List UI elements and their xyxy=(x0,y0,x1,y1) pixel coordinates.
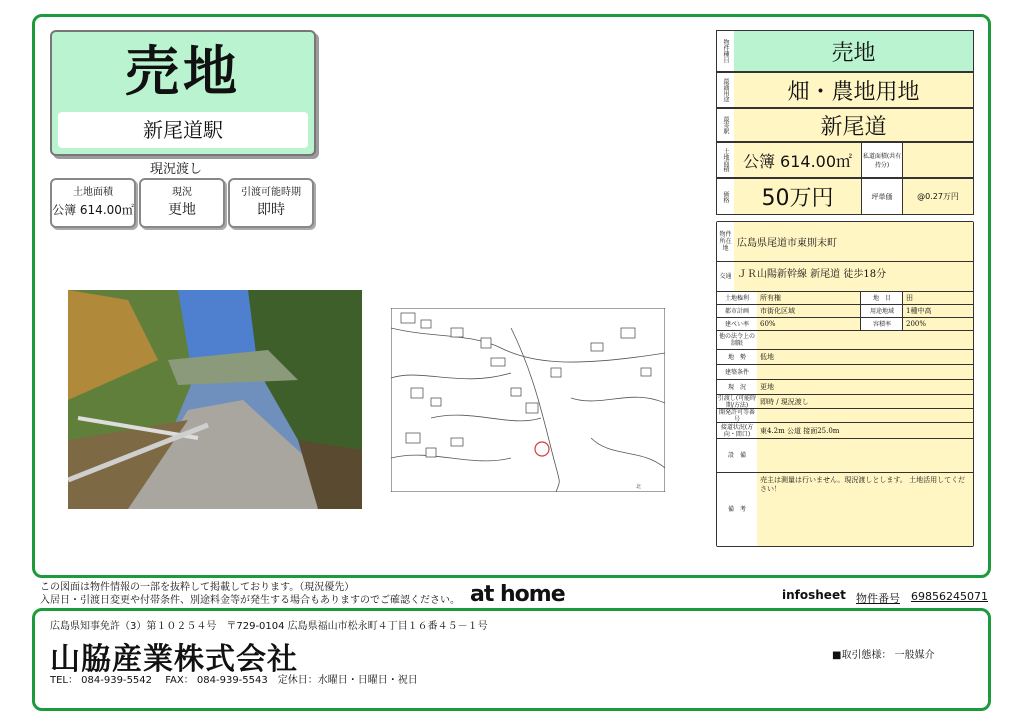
listing-type-title: 売地 xyxy=(125,40,241,103)
row-facilities xyxy=(717,439,973,473)
cell-value xyxy=(757,365,973,379)
row-label: 地 目 xyxy=(862,292,903,304)
row-label: 物件所在地 xyxy=(717,222,735,261)
chip-land-area xyxy=(50,178,136,228)
row-permit xyxy=(717,409,973,423)
property-detail-table xyxy=(716,221,974,547)
athome-logo: at home xyxy=(470,582,565,607)
location-value: 広島県尾道市東則末町 xyxy=(734,222,973,261)
company-name: 山脇産業株式会社 xyxy=(50,642,298,677)
chip-value: 即時 xyxy=(257,202,285,218)
cell-value: 更地 xyxy=(757,380,973,394)
row-coverage xyxy=(717,318,973,331)
property-number-label: 物件番号 xyxy=(856,592,900,605)
property-summary-table xyxy=(716,30,974,215)
row-area xyxy=(716,142,974,178)
svg-text:北: 北 xyxy=(636,484,642,490)
row-label: 他の法令上の制限 xyxy=(717,331,758,349)
row-other-law xyxy=(717,331,973,350)
chip-value: 更地 xyxy=(168,202,196,218)
row-label: 交通 xyxy=(717,262,735,291)
private-road-label: 私道面積(共有持分) xyxy=(862,143,903,177)
row-label: 接道状況(方向・間口) xyxy=(717,423,758,438)
row-terrain xyxy=(717,350,973,365)
chip-value: 公簿 614.00㎡ xyxy=(52,203,134,217)
row-label: 建築条件 xyxy=(717,365,758,379)
row-use xyxy=(716,72,974,108)
row-city-plan xyxy=(717,305,973,318)
remarks-value: 売主は測量は行いません。現況渡しとします。 土地活用してください！ xyxy=(757,473,973,546)
transaction-type: ■取引態様： 一般媒介 xyxy=(832,650,935,661)
notice-line-1: この図面は物件情報の一部を抜粋して掲載しております。（現況優先） xyxy=(40,582,355,593)
row-label: 現 況 xyxy=(717,380,758,394)
cell-value: 低地 xyxy=(757,350,973,364)
row-status xyxy=(717,380,973,395)
property-area: 公簿 614.00㎡ xyxy=(734,143,862,177)
chip-handover xyxy=(228,178,314,228)
location-map xyxy=(391,308,665,492)
tsubo-price: @0.27万円 xyxy=(903,179,973,214)
property-price: 50万円 xyxy=(734,179,862,214)
property-use: 畑・農地用地 xyxy=(734,73,973,107)
row-rights xyxy=(717,292,973,305)
row-type xyxy=(716,30,974,72)
row-label: 価格 xyxy=(717,179,735,214)
tsubo-label: 坪単価 xyxy=(862,179,903,214)
cell-value: 田 xyxy=(903,292,973,304)
row-label: 地 勢 xyxy=(717,350,758,364)
chip-key: 現況 xyxy=(172,187,192,198)
traffic-value: ＪＲ山陽新幹線 新尾道 徒歩18分 xyxy=(734,262,973,291)
row-remarks xyxy=(717,473,973,546)
cell-value: 所有権 xyxy=(757,292,861,304)
title-box xyxy=(50,30,316,156)
row-label: 開発許可等番号 xyxy=(717,409,758,422)
row-handover xyxy=(717,395,973,409)
condition-label: 現況渡し xyxy=(150,162,203,177)
row-price xyxy=(716,178,974,215)
property-number: 69856245071 xyxy=(911,590,988,603)
notice-line-2: 入居日・引渡日変更や付帯条件、別途料金等が発生する場合もありますのでご確認ください。 xyxy=(40,595,460,606)
property-station: 新尾道 xyxy=(734,109,973,141)
row-location xyxy=(717,222,973,262)
infosheet-label: infosheet xyxy=(782,588,846,602)
row-label: 備 考 xyxy=(717,473,758,546)
cell-value: 60% xyxy=(757,318,861,330)
row-label: 土地面積 xyxy=(717,143,735,177)
private-road-value xyxy=(903,143,973,177)
property-type: 売地 xyxy=(734,31,973,71)
cell-value xyxy=(757,439,973,472)
row-label: 最適用途 xyxy=(717,73,735,107)
chip-key: 引渡可能時期 xyxy=(241,187,301,198)
cell-value xyxy=(757,331,973,349)
row-label: 建ぺい率 xyxy=(717,318,758,330)
cell-value: 即時 / 現況渡し xyxy=(757,395,973,408)
chip-status xyxy=(139,178,225,228)
row-road xyxy=(717,423,973,439)
row-label: 都市計画 xyxy=(717,305,758,317)
row-label: 最寄駅 xyxy=(717,109,735,141)
row-traffic xyxy=(717,262,973,292)
row-label: 用途地域 xyxy=(862,305,903,317)
nearest-station-title: 新尾道駅 xyxy=(58,112,308,148)
row-label: 容積率 xyxy=(862,318,903,330)
row-label: 土地権利 xyxy=(717,292,758,304)
cell-value: 市街化区域 xyxy=(757,305,861,317)
company-license: 広島県知事免許（3）第１０２５４号 〒729-0104 広島県福山市松永町４丁目１６番４５－１号 xyxy=(50,621,488,632)
chip-key: 土地面積 xyxy=(73,187,113,198)
cell-value: 東4.2m 公道 接面25.0m xyxy=(757,423,973,438)
row-station xyxy=(716,108,974,142)
row-building xyxy=(717,365,973,380)
cell-value xyxy=(757,409,973,422)
cell-value: 1種中高 xyxy=(903,305,973,317)
cell-value: 200% xyxy=(903,318,973,330)
row-label: 引渡し(可能時期/方法) xyxy=(717,394,757,409)
row-label: 設 備 xyxy=(717,439,758,472)
site-photo xyxy=(68,290,362,509)
company-contact: TEL： 084-939-5542 FAX： 084-939-5543 定休日：水曜日・日曜日・祝日 xyxy=(50,675,418,686)
row-label: 物件種目 xyxy=(717,31,735,71)
